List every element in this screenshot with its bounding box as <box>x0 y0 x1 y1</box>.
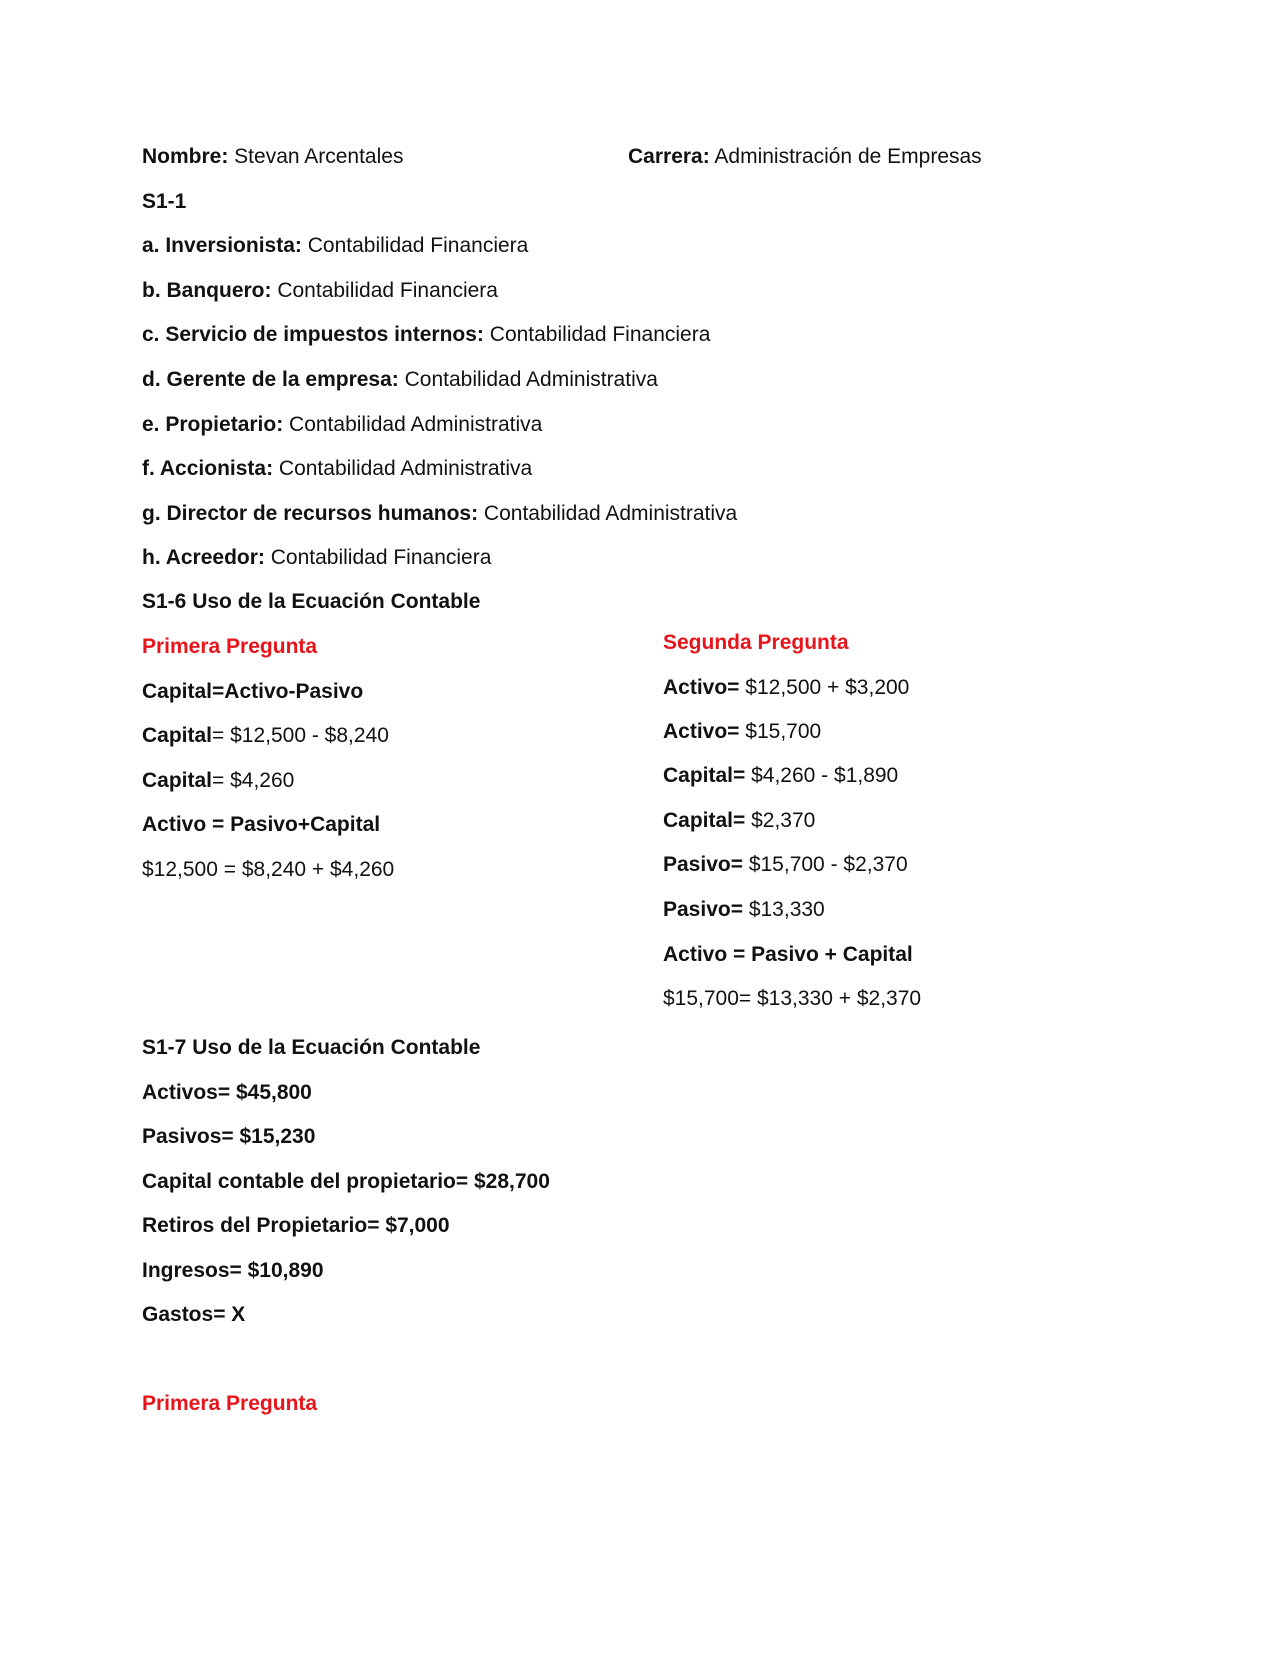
s1-1-item-f: f. Accionista: Contabilidad Administrativa <box>142 457 533 480</box>
s1-7-title: S1-7 Uso de la Ecuación Contable <box>142 1036 481 1059</box>
name-label: Nombre: <box>142 145 229 168</box>
s1-6-q2-line-3: Capital= $4,260 - $1,890 <box>663 764 899 787</box>
s1-6-q2-line-2: Activo= $15,700 <box>663 720 822 743</box>
s1-1-item-d: d. Gerente de la empresa: Contabilidad Administrativa <box>142 368 658 391</box>
s1-1-item-g: g. Director de recursos humanos: Contabilidad Administrativa <box>142 502 738 525</box>
s1-6-q1-line-2: Capital= $12,500 - $8,240 <box>142 724 389 747</box>
s1-6-q1-line-3: Capital= $4,260 <box>142 769 295 792</box>
s1-6-q2-line-5: Pasivo= $15,700 - $2,370 <box>663 853 908 876</box>
s1-6-q2-line-1: Activo= $12,500 + $3,200 <box>663 676 910 699</box>
s1-6-q1-line-1: Capital=Activo-Pasivo <box>142 680 364 703</box>
s1-6-q1-line-4: Activo = Pasivo+Capital <box>142 813 381 836</box>
student-career <box>628 144 982 170</box>
career-label: Carrera: <box>628 145 710 168</box>
s1-7-line-4: Retiros del Propietario= $7,000 <box>142 1214 450 1237</box>
s1-7-line-1: Activos= $45,800 <box>142 1081 312 1104</box>
s1-7-q1-heading: Primera Pregunta <box>142 1392 318 1415</box>
s1-6-q1-heading: Primera Pregunta <box>142 635 318 658</box>
s1-7-line-5: Ingresos= $10,890 <box>142 1259 324 1282</box>
s1-6-q2-line-4: Capital= $2,370 <box>663 809 816 832</box>
s1-6-q2-heading: Segunda Pregunta <box>663 631 849 654</box>
s1-7-line-6: Gastos= X <box>142 1303 246 1326</box>
s1-1-item-a: a. Inversionista: Contabilidad Financiera <box>142 234 529 257</box>
s1-7-line-3: Capital contable del propietario= $28,700 <box>142 1170 550 1193</box>
s1-6-q2-line-8: $15,700= $13,330 + $2,370 <box>663 987 922 1010</box>
s1-1-title: S1-1 <box>142 190 187 213</box>
s1-7-line-2: Pasivos= $15,230 <box>142 1125 316 1148</box>
s1-6-q2-line-7: Activo = Pasivo + Capital <box>663 943 913 966</box>
s1-1-item-e: e. Propietario: Contabilidad Administrativa <box>142 413 543 436</box>
career-value: Administración de Empresas <box>709 145 982 168</box>
s1-1-item-c: c. Servicio de impuestos internos: Contabilidad Financiera <box>142 323 711 346</box>
student-name <box>142 144 403 170</box>
s1-1-item-b: b. Banquero: Contabilidad Financiera <box>142 279 498 302</box>
name-value: Stevan Arcentales <box>228 145 404 168</box>
s1-6-q2-line-6: Pasivo= $13,330 <box>663 898 825 921</box>
s1-6-title: S1-6 Uso de la Ecuación Contable <box>142 590 481 613</box>
s1-6-q1-line-5: $12,500 = $8,240 + $4,260 <box>142 858 395 881</box>
s1-1-item-h: h. Acreedor: Contabilidad Financiera <box>142 546 492 569</box>
